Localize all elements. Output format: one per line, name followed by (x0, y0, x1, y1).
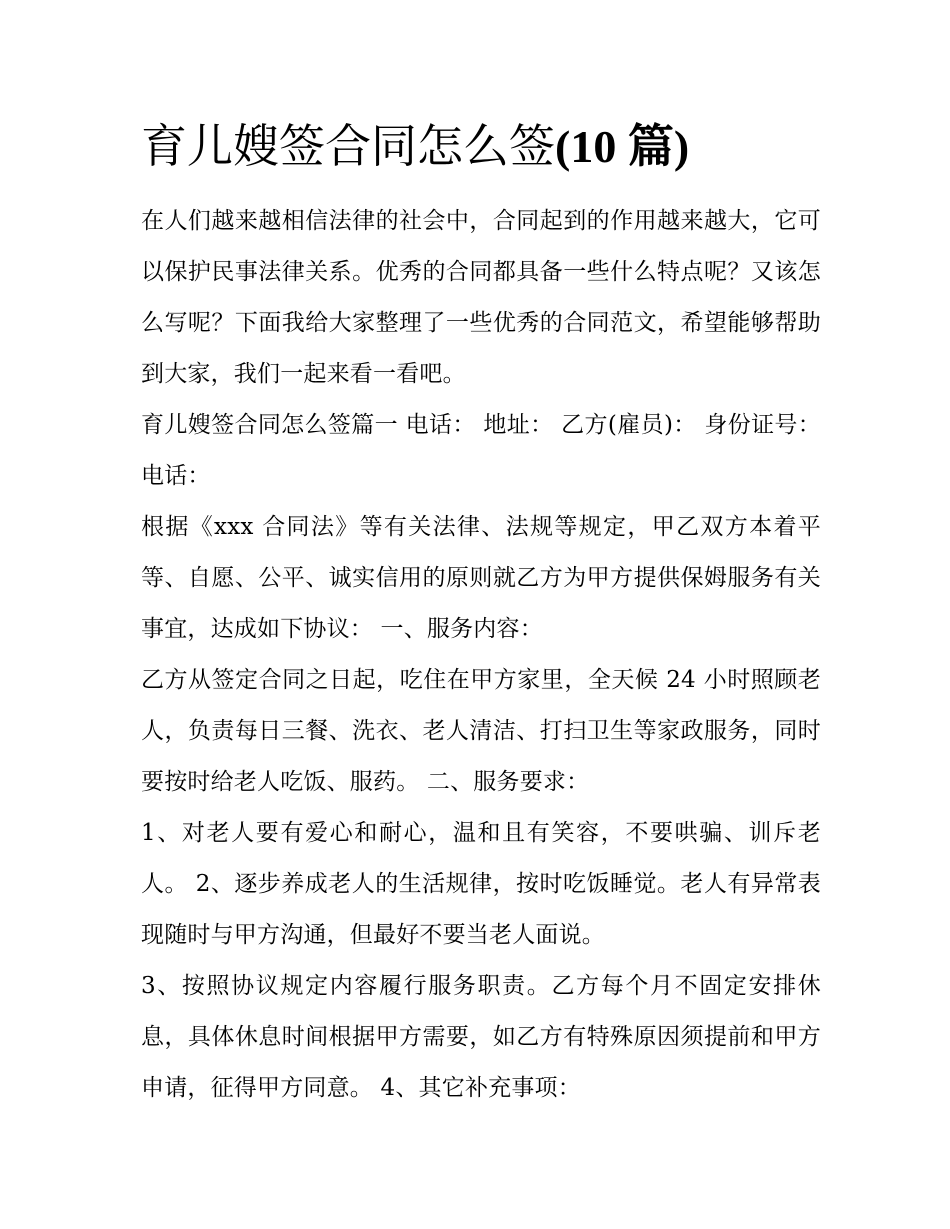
document-title-main: 育儿嫂签合同怎么签 (141, 119, 555, 173)
paragraph-parties: 育儿嫂签合同怎么签篇一 电话： 地址： 乙方(雇员)： 身份证号： 电话： (141, 412, 821, 489)
paragraph-requirements-1-2: 1、对老人要有爱心和耐心，温和且有笑容，不要哄骗、训斥老人。 2、逐步养成老人的生活规律，按时吃饭睡觉。老人有异常表现随时与甲方沟通，但最好不要当老人面说。 (141, 820, 821, 948)
paragraph-service-content: 乙方从签定合同之日起，吃住在甲方家里，全天候 24 小时照顾老人，负责每日三餐、洗衣、老人清洁、打扫卫生等家政服务，同时要按时给老人吃饭、服药。 二、服务要求： (141, 667, 821, 795)
document-title-suffix: (10 篇) (555, 121, 690, 172)
paragraph-basis: 根据《xxx 合同法》等有关法律、法规等规定，甲乙双方本着平等、自愿、公平、诚实信用的原则就乙方为甲方提供保姆服务有关事宜，达成如下协议： 一、服务内容： (141, 514, 821, 642)
document-body (141, 196, 821, 1114)
document-title (141, 116, 689, 177)
paragraph-requirements-3-4: 3、按照协议规定内容履行服务职责。乙方每个月不固定安排休息，具体休息时间根据甲方需要，如乙方有特殊原因须提前和甲方申请，征得甲方同意。 4、其它补充事项： (141, 973, 821, 1101)
paragraph-intro: 在人们越来越相信法律的社会中，合同起到的作用越来越大，它可以保护民事法律关系。优秀的合同都具备一些什么特点呢？又该怎么写呢？下面我给大家整理了一些优秀的合同范文，希望能够帮助到大家，我们一起来看一看吧。 (141, 208, 821, 387)
